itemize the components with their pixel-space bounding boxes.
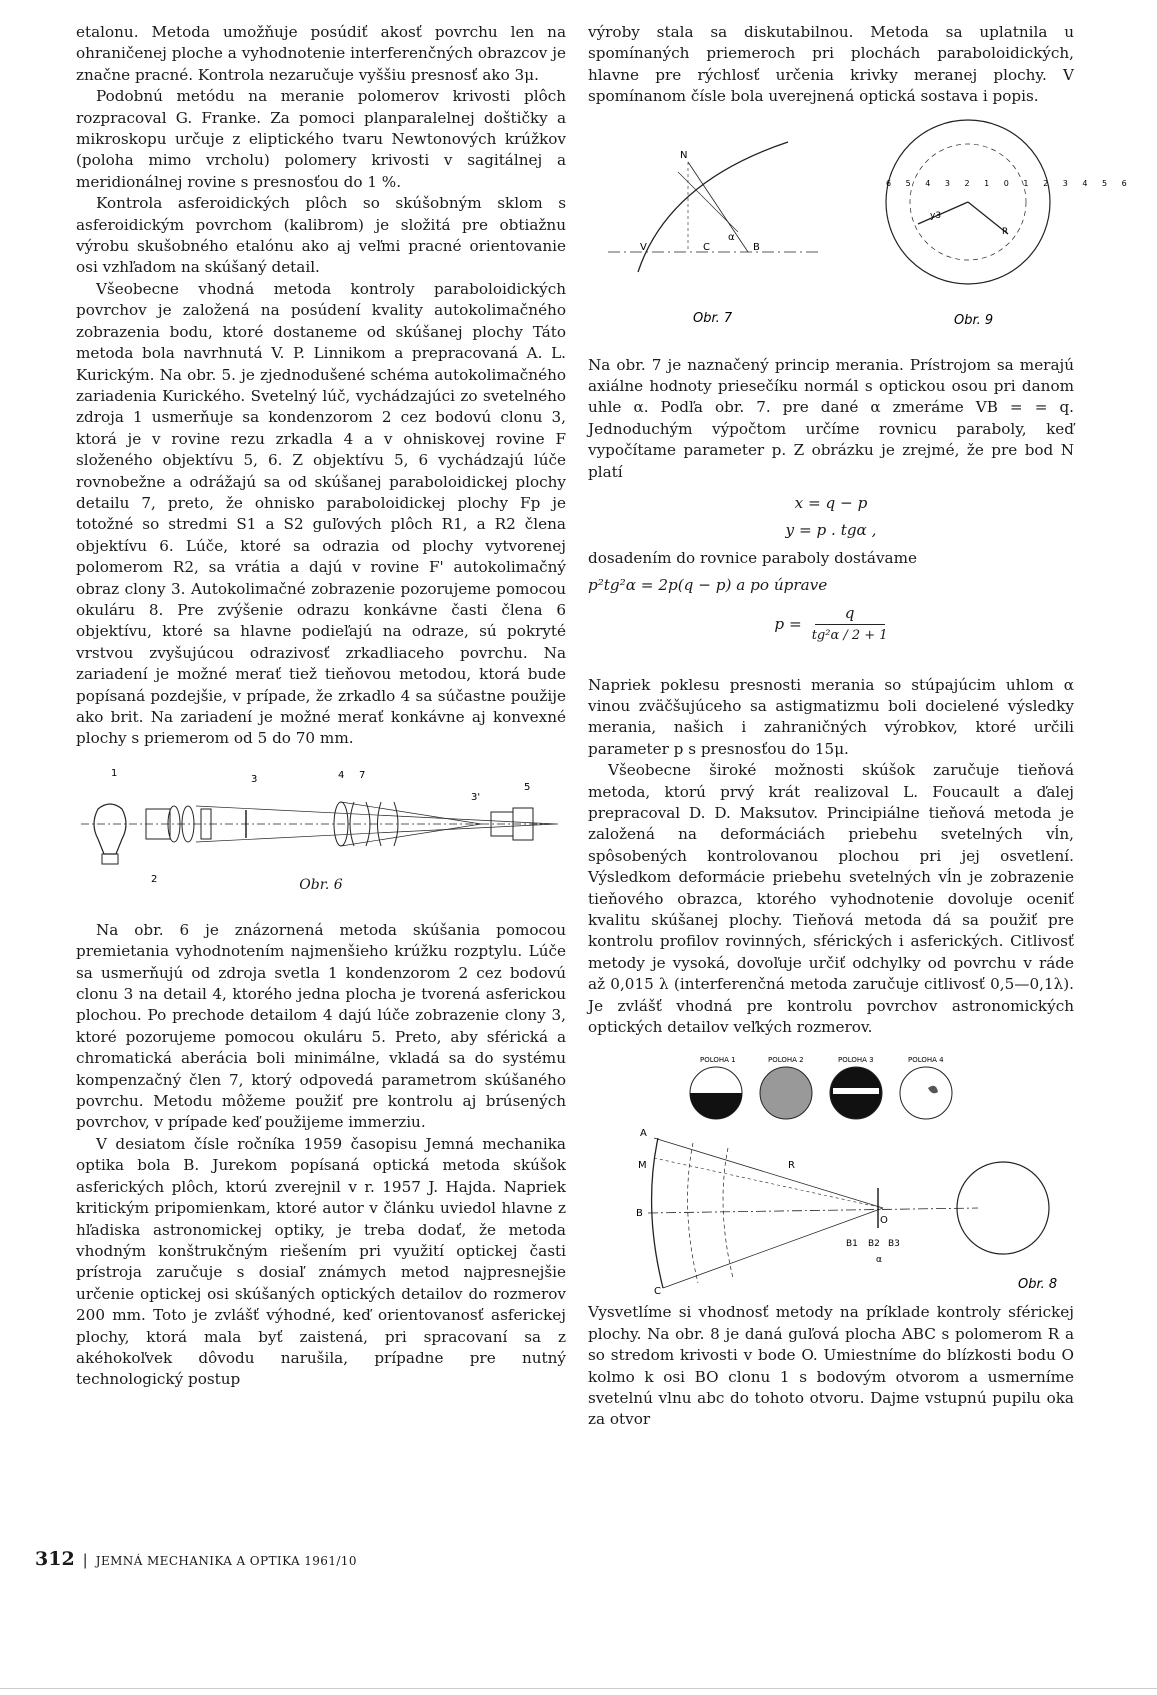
figure-7-diagram: [588, 122, 828, 332]
paragraph: V desiatom čísle ročníka 1959 časopisu Jemná mechanika optika bola B. Jurekom popísaná optická metoda skúšok asferických plôch, ktorú zverejnil v r. 1957 J. Hajda. Napriek kritickým pripomienkam, ktoré autor v článku uviedol hlavne z hľadiska astronomickej optiky, je treba dodať, že metoda vhodným konštrukčným riešením pri využití optickej časti prístroja zaručuje s dosiaľ známych metod najpresnejšie určenie optickej osi skúšaných optických detailov do rozmerov 200 mm. Toto je zvlášť výhodné, keď orientovanosť asferickej plochy, ktorá mala byť zaistená, pri spracovaní sa z akéhokoľvek dôvodu narušila, prípadne pre nutný technologický postup: [76, 1134, 566, 1389]
fig7-label: α: [728, 231, 735, 243]
figure-6: [76, 764, 566, 914]
figure-6-diagram: [76, 764, 566, 889]
fig6-label: 3': [471, 791, 481, 803]
fig8-label: C: [654, 1286, 661, 1298]
page-footer: 312 | JEMNÁ MECHANIKA A OPTIKA 1961/10: [35, 1548, 357, 1570]
left-column: [76, 22, 566, 1391]
figure-8: [588, 1048, 1074, 1296]
figure-9-caption: Obr. 9: [954, 312, 994, 328]
figure-7-caption: Obr. 7: [693, 310, 733, 326]
fig9-scale: 6 5 4 3 2 1 0 1 2 3 4 5 6: [886, 178, 1133, 188]
fig9-label: R: [1002, 226, 1009, 237]
fig6-label: 5: [524, 781, 531, 793]
paragraph: Všeobecne vhodná metoda kontroly paraboloidických povrchov je založená na posúdení kvality autokolimačného zobrazenia bodu, ktoré dostaneme od skúšanej plochy Táto metoda bola navrhnutá V. P. Linnikom a prepracovaná A. L. Kurickým. Na obr. 5. je zjednodušené schéma autokolimačného zariadenia Kurického. Svetelný lúč, vychádzajúci zo svetelného zdroja 1 usmerňuje sa kondenzorom 2 cez bodovú clonu 3, ktorá je v rovine rezu zrkadla 4 a v ohniskovej rovine F složeného objektívu 5, 6. Z objektívu 5, 6 vychádzajú lúče rovnobežne a odrážajú sa od skúšanej paraboloidickej plochy detailu 7, preto, že ohnisko paraboloidickej plochy Fp je totožné so stredmi S1 a S2 guľových plôch R1, a R2 člena objektívu 6. Lúče, ktoré sa odrazia od plochy vytvorenej polomerom R2, sa vrátia a dajú v rovine F' autokolimačný obraz clony 3. Autokolimačné zobrazenie pozorujeme pomocou okuláru 8. Pre zvýšenie odrazu konkávne časti člena 6 objektívu, ktoré sa hlavne podieľajú na odraze, sú pokryté vrstvou zvyšujúcou odrazivosť zrkadliaceho povrchu. Na zariadení je možné merať tiež tieňovou metodou, ktorá bude popísaná pozdejšie, v prípade, že zrkadlo 4 sa súčastne použije ako brit. Na zariadení je možné merať konkávne aj konvexné plochy s priemerom od 5 do 70 mm.: [76, 279, 566, 748]
paragraph: Na obr. 7 je naznačený princip merania. Prístrojom sa merajú axiálne hodnoty priesečíku normál s optickou osou pri danom uhle α. Podľa obr. 7. pre dané α zmeráme VB = = q. Jednoduchým výpočtom určíme rovnicu paraboly, keď vypočítame parameter p. Z obrázku je zrejmé, že pre bod N platí: [588, 355, 1074, 481]
figures-7-9: [588, 114, 1133, 349]
fig8-position: POLOHA 2: [768, 1056, 804, 1065]
figure-8-caption: Obr. 8: [1018, 1277, 1058, 1293]
paragraph: Všeobecne široké možnosti skúšok zaručuje tieňová metoda, ktorú prvý krát realizoval L. Foucault a ďalej prepracoval D. D. Maksutov. Principiálne tieňová metoda je založená na deformáciách priebehu svetelných vĺn, spôsobených kontrolovanou plochou pri jej osvetlení. Výsledkom deformácie priebehu svetelných vĺn je zobrazenie tieňového obrazca, ktorého vyhodnotenie dovoluje oceniť kvalitu skúšanej plochy. Tieňová metoda dá sa použiť pre kontrolu profilov rovinných, sférických i asferických. Citlivosť metody je vysoká, dovoľuje určiť odchylky od povrchu v ráde až 0,015 λ (interferenčná metoda zaručuje citlivosť 0,5—0,1λ). Je zvlášť vhodná pre kontrolu povrchov astronomických optických detailov veľkých rozmerov.: [588, 761, 1074, 1036]
fig6-label: 1: [111, 767, 118, 779]
paragraph: etalonu. Metoda umožňuje posúdiť akosť povrchu len na ohraničenej ploche a vyhodnotenie interferenčných obrazcov je značne pracné. Kontrola nezaručuje vyššiu presnosť ako 3μ.: [76, 23, 566, 84]
fraction-denominator: tg²α / 2 + 1: [811, 628, 888, 644]
fig8-label: A: [640, 1128, 647, 1140]
fraction-numerator: q: [815, 603, 885, 625]
paragraph: Na obr. 6 je znázornená metoda skúšania pomocou premietania vyhodnotením najmenšieho krúžku rozptylu. Lúče sa usmerňujú od zdroja svetla 1 kondenzorom 2 cez bodovú clonu 3 na detail 4, ktorého jedna plocha je tvorená asferickou plochou. Po prechode detailom 4 dajú lúče zobrazenie clony 3, ktoré pozorujeme pomocou okuláru 5. Preto, aby sférická a chromatická aberácia boli minimálne, vkladá sa do systému kompenzačný člen 7, ktorý odpovedá parametrom skúšaného povrchu. Metodu môžeme použiť pre kontrolu aj brúsených povrchov, v prípade keď použijeme immerziu.: [76, 920, 566, 1132]
fig7-label: V: [640, 241, 647, 253]
equation: y = p . tgα ,: [785, 521, 877, 540]
fig9-label: y3: [930, 210, 942, 221]
page-number: 312: [35, 1548, 75, 1570]
fig6-label: 2: [151, 873, 158, 885]
paragraph: Napriek poklesu presnosti merania so stúpajúcim uhlom α vinou zväčšujúceho sa astigmatizmu boli docielené výsledky merania, našich i zahraničných výrobkov, ktoré určili parameter p s presnosťou do 15μ.: [588, 675, 1074, 758]
fig8-label: B: [636, 1208, 643, 1220]
figure-6-caption: Obr. 6: [299, 877, 343, 894]
fig6-label: 3: [251, 773, 258, 785]
fig8-label: B1: [846, 1239, 858, 1250]
bottom-rule: [0, 1688, 1157, 1689]
fig8-label: O: [880, 1215, 888, 1227]
paragraph: Kontrola asferoidických plôch so skúšobným sklom s asferoidickým povrchom (kalibrom) je složitá pre obtiažnu výrobu skušobného etalónu ako aj veľmi pracné orientovanie osi vzhľadom na skúšaný detail.: [76, 194, 566, 277]
fig7-label: N: [680, 149, 688, 161]
paragraph: Vysvetlíme si vhodnosť metody na príklade kontroly sférickej plochy. Na obr. 8 je daná guľová plocha ABC s polomerom R a so stredom krivosti v bode O. Umiestníme do blízkosti bodu O kolmo k osi BO clonu 1 s bodovým otvorom a usmerníme svetelnú vlnu abc do tohoto otvoru. Dajme vstupnú pupilu oka za otvor: [588, 1303, 1074, 1429]
equation: p²tg²α = 2p(q − p) a po úprave: [588, 576, 828, 595]
fig8-label: R: [788, 1160, 795, 1172]
right-column: [588, 22, 1133, 1431]
equation: x = q − p: [794, 494, 868, 513]
fig8-label: α: [876, 1255, 882, 1266]
fig8-label: M: [638, 1160, 647, 1172]
figure-8-diagram: [588, 1048, 1074, 1296]
paragraph: Podobnú metódu na meranie polomerov krivosti plôch rozpracoval G. Franke. Za pomoci planparalelnej doštičky a mikroskopu určuje z eliptického tvaru Newtonových krúžkov (poloha mimo vrcholu) polomery krivosti v sagitálnej a meridionálnej rovine s presnosťou do 1 %.: [76, 87, 566, 191]
fig8-label: B3: [888, 1239, 900, 1250]
journal-title: JEMNÁ MECHANIKA A OPTIKA 1961/10: [95, 1554, 357, 1568]
fraction-lhs: p =: [774, 614, 802, 633]
fig8-label: B2: [868, 1239, 880, 1250]
fig8-position: POLOHA 3: [838, 1056, 874, 1065]
paragraph: výroby stala sa diskutabilnou. Metoda sa uplatnila u spomínaných priemeroch pri plochách paraboloidických, hlavne pre rýchlosť určenia krivky meranej plochy. V spomínanom čísle bola uverejnená optická sostava i popis.: [588, 23, 1074, 106]
fig6-label: 7: [359, 769, 366, 781]
fig7-label: C: [703, 241, 710, 253]
fig6-label: 4: [338, 769, 345, 781]
figure-9-diagram: [868, 114, 1133, 334]
fig8-position: POLOHA 1: [700, 1056, 736, 1065]
paragraph: dosadením do rovnice paraboly dostávame: [588, 548, 917, 567]
fig8-position: POLOHA 4: [908, 1056, 944, 1065]
equation-fraction: [588, 603, 1074, 647]
fig7-label: B: [753, 241, 760, 253]
